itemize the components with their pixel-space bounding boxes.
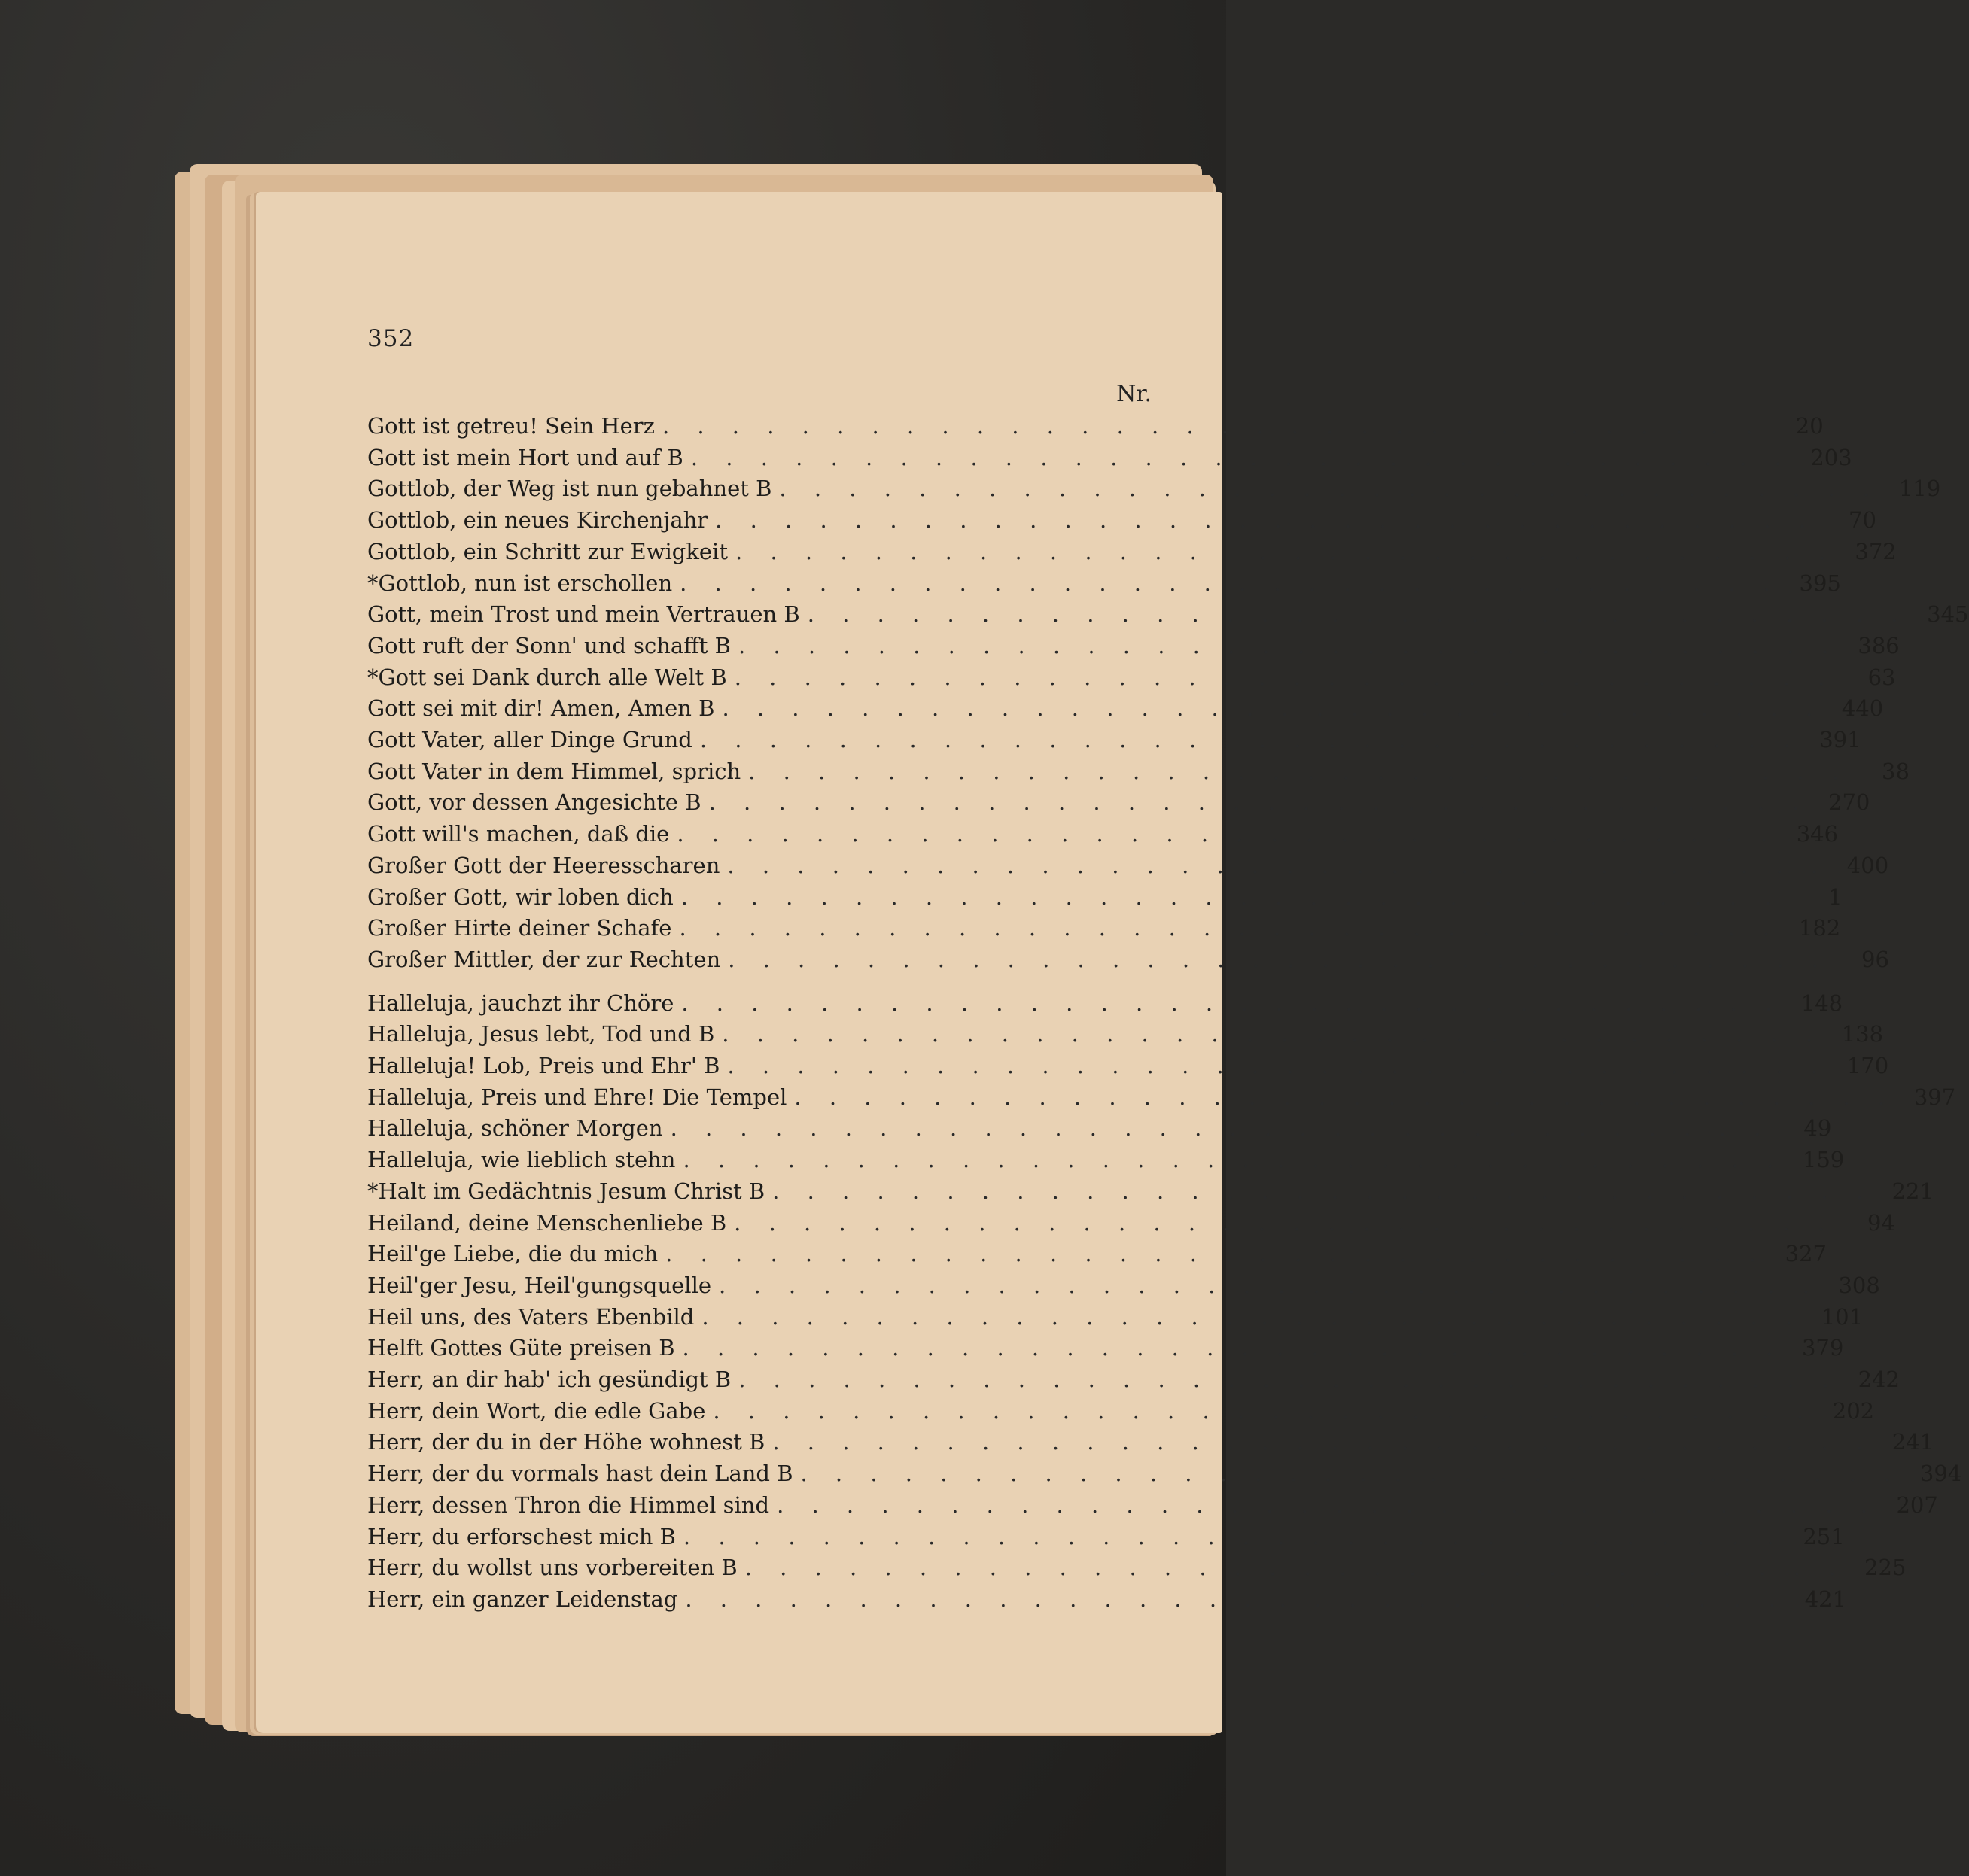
dot-leader: . . . . . . . . . . . . . . . . . . . . . . . . . . . . . . . . [677,821,1779,847]
entry-title: Herr, der du vormals hast dein Land B [367,1461,793,1486]
dot-leader: . . . . . . . . . . . . . . . . . . . . . . . . . . . . . . . . [722,1021,1824,1047]
entry-title: Gott Vater, aller Dinge Grund [367,727,692,753]
entry-number: 372 [1855,539,1897,564]
dot-leader: . . . . . . . . . . . . . . . . . . . . . . . . . . . . . . . . [727,853,1829,878]
index-entry [367,539,1897,569]
entry-number: 20 [1795,413,1824,439]
dot-leader: . . . . . . . . . . . . . . . . . . . . . . . . . . . . . . . . [734,664,1836,690]
dot-leader: . . . . . . . . . . . . . . . . . . . . . . . . . . . . . . . . [734,1210,1835,1236]
entry-number: 225 [1864,1555,1907,1580]
entry-number: 148 [1800,990,1843,1016]
dot-leader: . . . . . . . . . . . . . . . . . . . . . . . . . . . . . . . . [728,947,1829,972]
index-entry [367,476,1941,506]
entry-title: Halleluja, wie lieblich stehn [367,1147,676,1172]
entry-number: 391 [1819,727,1861,753]
index-entry [367,1492,1938,1522]
entry-title: Gott sei mit dir! Amen, Amen B [367,695,715,721]
entry-title: Halleluja, jauchzt ihr Chöre [367,990,674,1016]
index-entry [367,633,1900,663]
entry-number: 70 [1849,507,1876,533]
dot-leader: . . . . . . . . . . . . . . . . . . . . . . . . . . . . . . . . [772,1429,1874,1455]
dot-leader: . . . . . . . . . . . . . . . . . . . . . . . . . . . . . . . . [715,507,1816,533]
index-entry [367,1178,1934,1209]
dot-leader: . . . . . . . . . . . . . . . . . . . . . . . . . . . . . . . . [679,915,1781,941]
entry-number: 101 [1821,1304,1864,1330]
entry-number: 119 [1898,476,1941,501]
index-entry [367,947,1889,977]
dot-leader: . . . . . . . . . . . . . . . . . . . . . . . . . . . . . . . . [699,727,1801,753]
entry-title: Halleluja, Jesus lebt, Tod und B [367,1021,715,1047]
entry-number: 38 [1882,759,1910,784]
entry-title: Halleluja, schöner Morgen [367,1115,663,1141]
index-entry [367,821,1839,851]
entry-title: Gott, mein Trost und mein Vertrauen B [367,601,800,627]
entry-title: Gott ruft der Sonn' und schafft B [367,633,731,658]
index-entry [367,1524,1845,1554]
dot-leader: . . . . . . . . . . . . . . . . . . . . . . . . . . . . . . . . [683,1147,1785,1172]
dot-leader: . . . . . . . . . . . . . . . . . . . . . . . . . . . . . . . . [772,1178,1873,1204]
entry-title: Herr, dein Wort, die edle Gabe [367,1398,706,1424]
entry-number: 270 [1828,789,1870,815]
entry-number: 170 [1846,1053,1889,1078]
entry-title: Herr, du wollst uns vorbereiten B [367,1555,738,1580]
dot-leader: . . . . . . . . . . . . . . . . . . . . . . . . . . . . . . . . [794,1084,1896,1110]
index-entry [367,1304,1864,1334]
entry-title: Herr, an dir hab' ich gesündigt B [367,1367,732,1392]
entry-title: *Gott sei Dank durch alle Welt B [367,664,727,690]
dot-leader: . . . . . . . . . . . . . . . . . . . . . . . . . . . . . . . . [800,1461,1902,1486]
dot-leader: . . . . . . . . . . . . . . . . . . . . . . . . . . . . . . . . [748,759,1849,784]
entry-number: 251 [1803,1524,1845,1549]
entry-title: Gott ist mein Hort und auf B [367,445,683,470]
entry-number: 182 [1798,915,1841,941]
entry-number: 203 [1810,445,1852,470]
entry-number: 327 [1785,1241,1827,1266]
entry-number: 221 [1891,1178,1934,1204]
index-entry [367,1367,1900,1397]
entry-number: 94 [1867,1210,1895,1236]
index-entry [367,1021,1884,1051]
page-number: 352 [367,325,415,352]
entry-number: 242 [1858,1367,1900,1392]
index-entry [367,789,1870,819]
entry-title: Gott ist getreu! Sein Herz [367,413,655,439]
dot-leader: . . . . . . . . . . . . . . . . . . . . . . . . . . . . . . . . [680,570,1781,596]
index-entry [367,1053,1889,1083]
index-entry [367,1398,1875,1428]
entry-number: 379 [1801,1335,1844,1361]
entry-number: 202 [1832,1398,1875,1424]
index-entry [367,1272,1880,1303]
entry-title: Halleluja, Preis und Ehre! Die Tempel [367,1084,787,1110]
dot-leader: . . . . . . . . . . . . . . . . . . . . . . . . . . . . . . . . [727,1053,1829,1078]
dot-leader: . . . . . . . . . . . . . . . . . . . . . . . . . . . . . . . . [665,1241,1767,1266]
dot-leader: . . . . . . . . . . . . . . . . . . . . . . . . . . . . . . . . [744,1555,1846,1580]
index-entry [367,1241,1827,1271]
entry-title: Helft Gottes Güte preisen B [367,1335,675,1361]
entry-number: 96 [1861,947,1889,972]
entry-number: 421 [1804,1586,1847,1612]
entry-number: 394 [1919,1461,1962,1486]
dot-leader: . . . . . . . . . . . . . . . . . . . . . . . . . . . . . . . . [777,1492,1878,1518]
entry-title: Heil'ger Jesu, Heil'gungsquelle [367,1272,712,1298]
dot-leader: . . . . . . . . . . . . . . . . . . . . . . . . . . . . . . . . [713,1398,1815,1424]
entry-number: 345 [1927,601,1969,627]
index-entry [367,884,1843,914]
entry-number: 138 [1841,1021,1884,1047]
entry-number: 400 [1846,853,1889,878]
dot-leader: . . . . . . . . . . . . . . . . . . . . . . . . . . . . . . . . [708,789,1810,815]
entry-number: 397 [1913,1084,1956,1110]
dot-leader: . . . . . . . . . . . . . . . . . . . . . . . . . . . . . . . . [670,1115,1772,1141]
index-entry [367,915,1841,945]
index-entry [367,727,1861,757]
index-entry [367,1115,1832,1145]
index-entry [367,1461,1962,1491]
entry-title: Großer Mittler, der zur Rechten [367,947,721,972]
dot-leader: . . . . . . . . . . . . . . . . . . . . . . . . . . . . . . . . [690,445,1792,470]
entry-title: Großer Gott, wir loben dich [367,884,674,910]
index-entry [367,570,1841,601]
dot-leader: . . . . . . . . . . . . . . . . . . . . . . . . . . . . . . . . [779,476,1881,501]
index-entry [367,1429,1934,1459]
entry-title: Heil'ge Liebe, die du mich [367,1241,659,1266]
entry-title: Gott, vor dessen Angesichte B [367,789,701,815]
entry-number: 308 [1838,1272,1880,1298]
index-entry [367,853,1889,883]
entry-title: Gottlob, ein neues Kirchenjahr [367,507,708,533]
dot-leader: . . . . . . . . . . . . . . . . . . . . . . . . . . . . . . . . [701,1304,1803,1330]
index-entry [367,1335,1844,1365]
index-entry [367,445,1852,475]
dot-leader: . . . . . . . . . . . . . . . . . . . . . . . . . . . . . . . . [722,695,1824,721]
dot-leader: . . . . . . . . . . . . . . . . . . . . . . . . . . . . . . . . [681,990,1783,1016]
dot-leader: . . . . . . . . . . . . . . . . . . . . . . . . . . . . . . . . [735,539,1837,564]
index-entry [367,664,1896,695]
entry-number: 159 [1802,1147,1845,1172]
entry-title: Großer Gott der Heeresscharen [367,853,720,878]
entry-number: 386 [1858,633,1900,658]
entry-number: 395 [1799,570,1841,596]
entry-title: Gott Vater in dem Himmel, sprich [367,759,741,784]
entry-title: Gottlob, ein Schritt zur Ewigkeit [367,539,728,564]
dot-leader: . . . . . . . . . . . . . . . . . . . . . . . . . . . . . . . . [719,1272,1820,1298]
dot-leader: . . . . . . . . . . . . . . . . . . . . . . . . . . . . . . . . [682,1335,1784,1361]
entry-title: Großer Hirte deiner Schafe [367,915,672,941]
entry-title: Herr, dessen Thron die Himmel sind [367,1492,770,1518]
entry-title: Halleluja! Lob, Preis und Ehr' B [367,1053,720,1078]
index-entry [367,1555,1907,1585]
index-entry [367,1084,1956,1114]
entry-number: 1 [1828,884,1843,910]
entry-title: *Gottlob, nun ist erschollen [367,570,673,596]
entry-title: Herr, der du in der Höhe wohnest B [367,1429,765,1455]
entry-title: *Halt im Gedächtnis Jesum Christ B [367,1178,765,1204]
number-column-header: Nr. [1116,381,1152,407]
dot-leader: . . . . . . . . . . . . . . . . . . . . . . . . . . . . . . . . [662,413,1764,439]
entry-title: Herr, du erforschest mich B [367,1524,676,1549]
entry-number: 207 [1896,1492,1938,1518]
entry-title: Herr, ein ganzer Leidenstag [367,1586,678,1612]
dot-leader: . . . . . . . . . . . . . . . . . . . . . . . . . . . . . . . . [683,1524,1785,1549]
index-entry [367,1210,1895,1240]
dot-leader: . . . . . . . . . . . . . . . . . . . . . . . . . . . . . . . . [738,1367,1840,1392]
entry-number: 49 [1803,1115,1832,1141]
entry-number: 63 [1867,664,1896,690]
index-entry [367,695,1884,725]
entry-title: Heiland, deine Menschenliebe B [367,1210,727,1236]
entry-number: 440 [1841,695,1884,721]
index-entry [367,507,1876,537]
index-entry [367,1586,1847,1616]
index-entry [367,990,1843,1020]
index-entry [367,759,1910,789]
index-entry [367,413,1824,443]
entry-title: Gott will's machen, daß die [367,821,670,847]
dot-leader: . . . . . . . . . . . . . . . . . . . . . . . . . . . . . . . . [738,633,1840,658]
entry-number: 241 [1891,1429,1934,1455]
dot-leader: . . . . . . . . . . . . . . . . . . . . . . . . . . . . . . . . [685,1586,1787,1612]
dot-leader: . . . . . . . . . . . . . . . . . . . . . . . . . . . . . . . . [680,884,1782,910]
index-entry [367,601,1969,631]
dot-leader: . . . . . . . . . . . . . . . . . . . . . . . . . . . . . . . . [807,601,1909,627]
index-entry [367,1147,1845,1177]
entry-title: Gottlob, der Weg ist nun gebahnet B [367,476,772,501]
entry-title: Heil uns, des Vaters Ebenbild [367,1304,695,1330]
entry-number: 346 [1796,821,1839,847]
